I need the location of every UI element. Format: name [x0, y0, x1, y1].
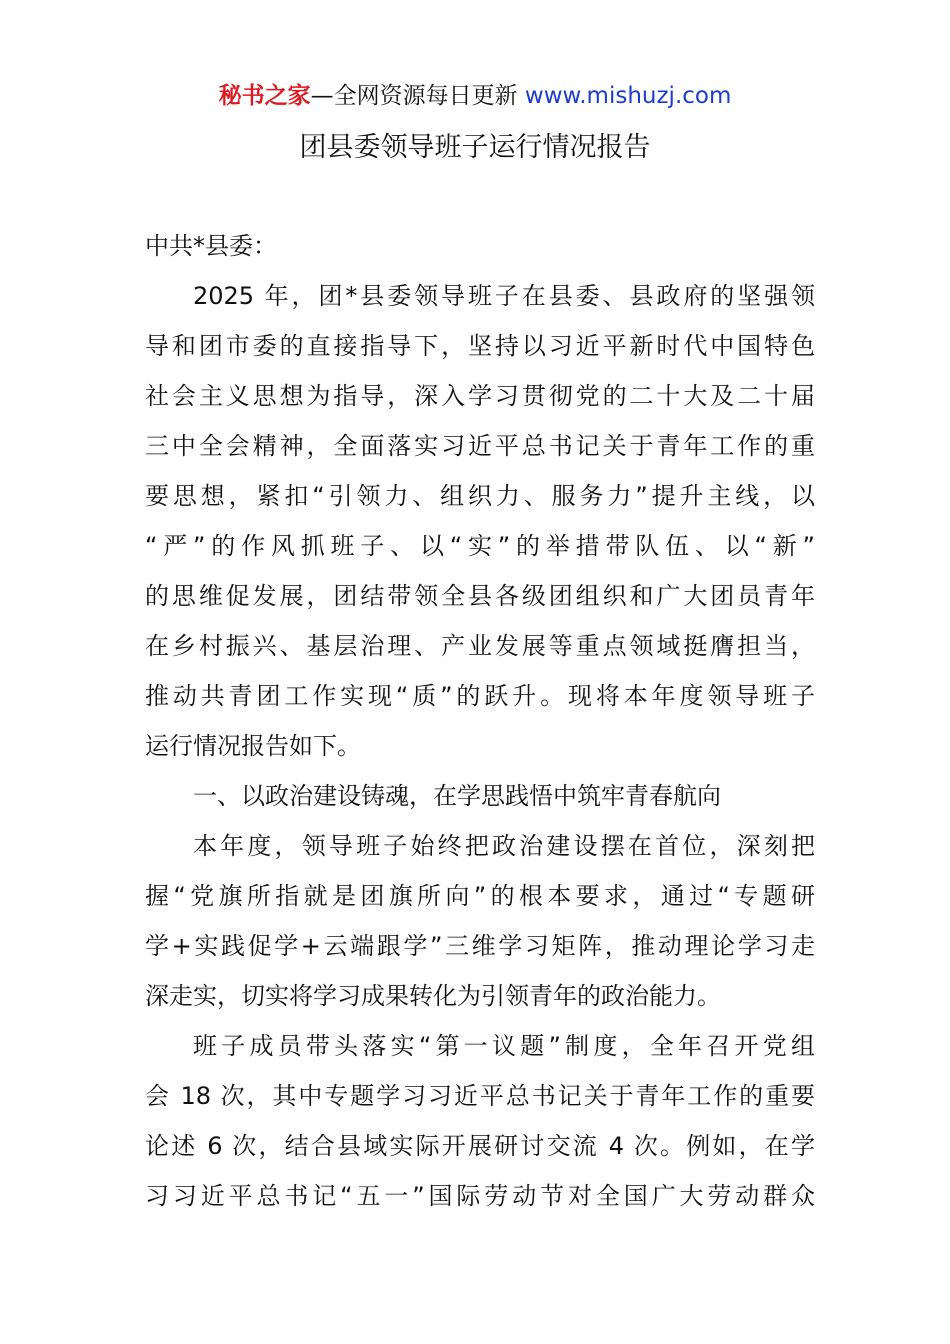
document-body — [145, 221, 815, 1221]
text-line: 本年度，领导班子始终把政治建设摆在首位，深刻把 — [193, 832, 815, 860]
text-line: 班子成员带头落实“第一议题”制度，全年召开党组 — [193, 1032, 815, 1060]
text-line: 论述 6 次，结合县域实际开展研讨交流 4 次。例如，在学 — [145, 1132, 815, 1160]
text-line: 深走实，切实将学习成果转化为引领青年的政治能力。 — [145, 982, 721, 1010]
text-line: 学+实践促学+云端跟学”三维学习矩阵，推动理论学习走 — [145, 932, 815, 960]
brand-name: 秘书之家 — [218, 83, 311, 109]
text-line: 社会主义思想为指导，深入学习贯彻党的二十大及二十届 — [145, 382, 815, 410]
section-heading: 一、以政治建设铸魂，在学思践悟中筑牢青春航向 — [193, 782, 721, 810]
site-header — [0, 80, 950, 112]
text-line: 导和团市委的直接指导下，坚持以习近平新时代中国特色 — [145, 332, 815, 360]
document-title: 团县委领导班子运行情况报告 — [299, 132, 651, 163]
site-url-link[interactable]: www.mishuzj.com — [524, 83, 732, 109]
header-tagline: —全网资源每日更新 — [310, 83, 525, 109]
text-line: 推动共青团工作实现“质”的跃升。现将本年度领导班子 — [145, 682, 815, 710]
text-line: 三中全会精神，全面落实习近平总书记关于青年工作的重 — [145, 432, 815, 460]
text-line: 在乡村振兴、基层治理、产业发展等重点领域挺膺担当， — [145, 632, 815, 660]
text-line: 的思维促发展，团结带领全县各级团组织和广大团员青年 — [145, 582, 815, 610]
text-line: 要思想，紧扣“引领力、组织力、服务力”提升主线，以 — [145, 482, 815, 510]
text-line: 会 18 次，其中专题学习习近平总书记关于青年工作的重要 — [145, 1082, 815, 1110]
text-line: “严”的作风抓班子、以“实”的举措带队伍、以“新” — [145, 532, 815, 560]
text-line: 握“党旗所指就是团旗所向”的根本要求，通过“专题研 — [145, 882, 815, 910]
text-line: 中共*县委： — [145, 232, 277, 260]
text-line: 运行情况报告如下。 — [145, 732, 361, 760]
text-line: 2025 年，团*县委领导班子在县委、县政府的坚强领 — [193, 282, 815, 310]
text-line: 习习近平总书记“五一”国际劳动节对全国广大劳动群众 — [145, 1182, 815, 1210]
